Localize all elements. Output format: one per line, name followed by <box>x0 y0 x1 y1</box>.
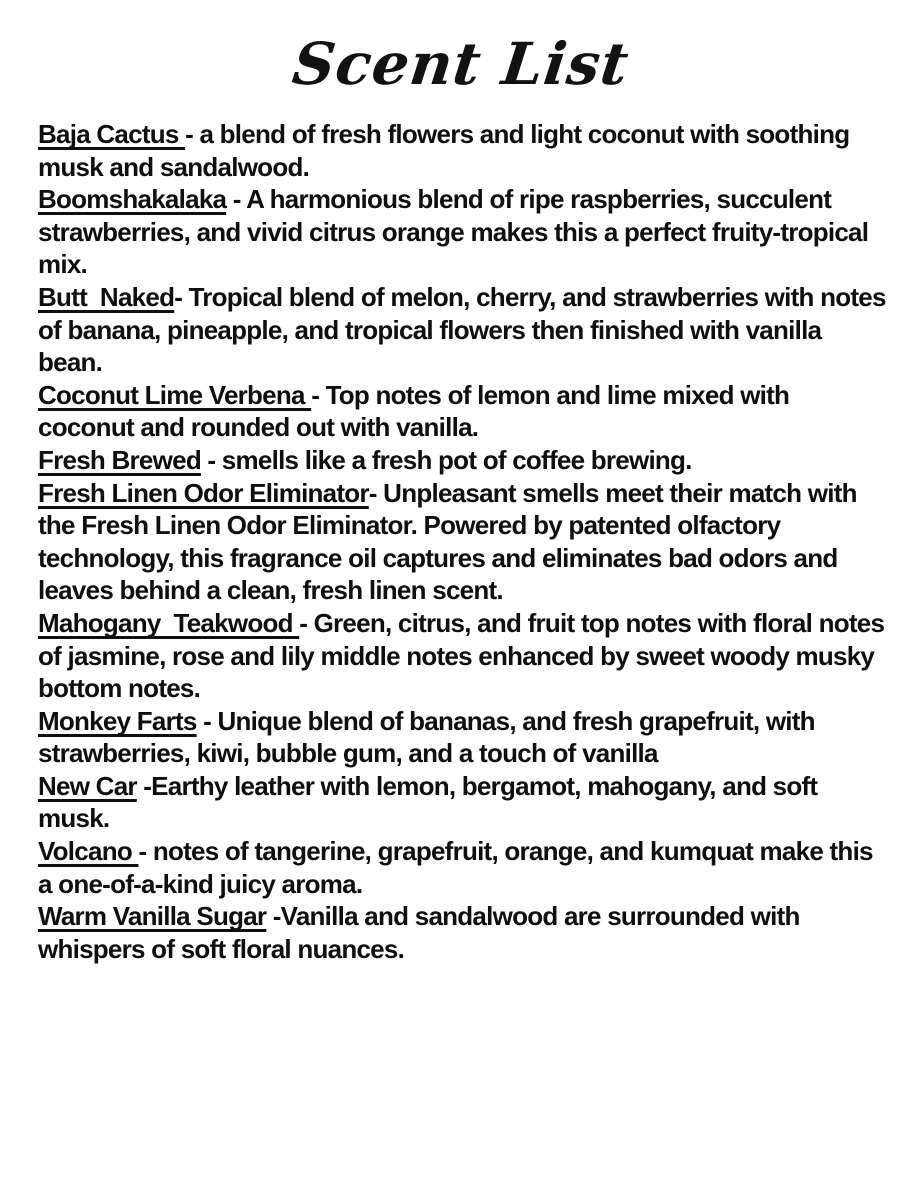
page-title: Scent List <box>289 30 633 98</box>
scent-description: -Earthy leather with lemon, bergamot, mahogany, and soft musk. <box>38 770 824 834</box>
scent-item <box>38 835 890 900</box>
scent-description: - smells like a fresh pot of coffee brewing. <box>200 444 692 475</box>
scent-item <box>38 770 890 835</box>
scent-item <box>38 705 890 770</box>
scent-name: New Car <box>38 770 137 801</box>
scent-item <box>38 281 893 379</box>
scent-name: Mahogany Teakwood <box>38 607 300 638</box>
scent-name: Volcano <box>38 836 139 867</box>
scent-item <box>38 900 890 965</box>
scent-name: Fresh Linen Odor Eliminator <box>38 477 369 508</box>
scent-description: - a blend of fresh flowers and light coconut with soothing musk and sandalwood. <box>38 119 856 182</box>
scent-description: - Green, citrus, and fruit top notes with floral notes of jasmine, rose and lily middle notes enhanced by sweet woody musky bottom notes. <box>38 607 891 704</box>
scent-item <box>38 607 890 705</box>
scent-item <box>38 477 890 607</box>
scent-name: Coconut Lime Verbena <box>38 379 312 410</box>
scent-name: Warm Vanilla Sugar <box>38 901 267 932</box>
scent-name: Baja Cactus <box>38 119 186 149</box>
scent-description: - notes of tangerine, grapefruit, orange, and kumquat make this a one-of-a-kind juicy aroma. <box>38 836 880 899</box>
scent-item <box>38 118 890 183</box>
scent-description: - Top notes of lemon and lime mixed with coconut and rounded out with vanilla. <box>38 379 796 443</box>
scent-name: Fresh Brewed <box>38 444 201 475</box>
scent-name: Butt Naked <box>38 281 175 312</box>
scent-name: Boomshakalaka <box>38 184 227 215</box>
scent-item <box>38 379 890 444</box>
scent-description: - A harmonious blend of ripe raspberries, succulent strawberries, and vivid citrus orange makes this a perfect fruity-tropical mix. <box>38 184 875 280</box>
scent-item <box>38 183 890 281</box>
scent-list <box>38 118 893 965</box>
scent-item <box>38 444 890 477</box>
scent-name: Monkey Farts <box>38 705 197 736</box>
scent-description: - Tropical blend of melon, cherry, and strawberries with notes of banana, pineapple, and tropical flowers then finished with vanilla bean. <box>38 281 893 378</box>
scent-description: - Unique blend of bananas, and fresh grapefruit, with strawberries, kiwi, bubble gum, and a touch of vanilla <box>38 705 822 769</box>
scent-description: -Vanilla and sandalwood are surrounded with whispers of soft floral nuances. <box>38 901 807 964</box>
scent-description: - Unpleasant smells meet their match with the Fresh Linen Odor Eliminator. Powered by patented olfactory technology, this fragrance oil captures and eliminates bad odors and leaves behind a clean, fresh linen scent. <box>38 477 864 606</box>
